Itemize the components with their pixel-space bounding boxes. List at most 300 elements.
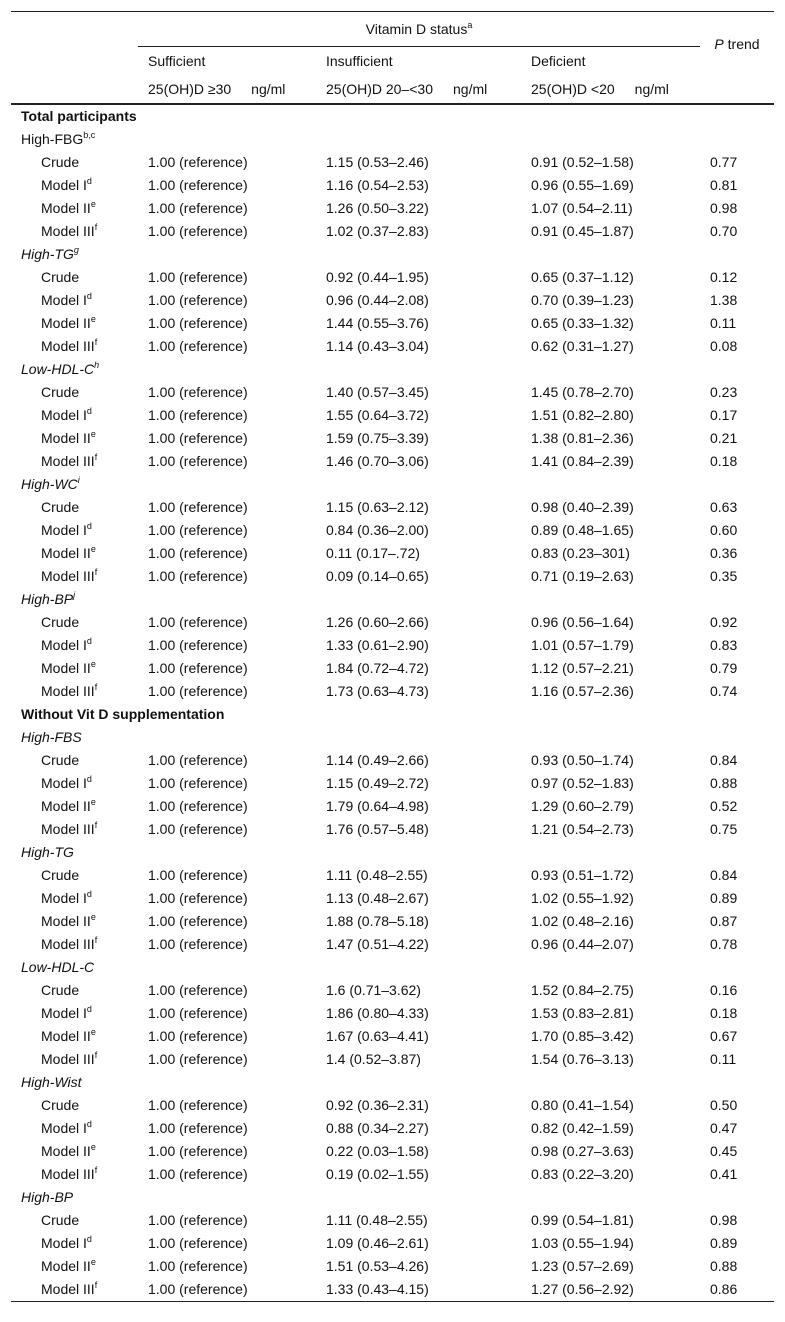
group-label <box>11 1071 774 1094</box>
model-name: Model I <box>41 1120 87 1136</box>
model-cell <box>11 1025 138 1048</box>
insufficient-value: 1.67 (0.63–4.41) <box>326 1028 429 1044</box>
table-row <box>11 933 774 956</box>
deficient-value: 1.54 (0.76–3.13) <box>531 1051 634 1067</box>
model-footnote: d <box>86 406 92 416</box>
deficient-value: 1.38 (0.81–2.36) <box>531 430 634 446</box>
deficient-value: 0.62 (0.31–1.27) <box>531 338 634 354</box>
group-label-text: High-FBS <box>21 729 82 745</box>
table-row <box>11 818 774 841</box>
model-name: Model II <box>41 200 91 216</box>
deficient-value: 0.93 (0.51–1.72) <box>531 867 634 883</box>
group-row <box>11 1186 774 1209</box>
model-cell <box>11 979 138 1002</box>
p-trend-value: 0.18 <box>710 1005 738 1021</box>
insufficient-value: 1.13 (0.48–2.67) <box>326 890 429 906</box>
model-cell <box>11 381 138 404</box>
deficient-value: 0.98 (0.27–3.63) <box>531 1143 634 1159</box>
p-trend-header: P trend <box>700 12 774 76</box>
p-trend-value: 0.92 <box>710 614 738 630</box>
sufficient-value: 1.00 (reference) <box>148 1005 248 1021</box>
group-row <box>11 358 774 381</box>
sufficient-value: 1.00 (reference) <box>148 200 248 216</box>
group-label <box>11 128 774 151</box>
model-cell <box>11 772 138 795</box>
model-footnote: f <box>94 682 98 692</box>
deficient-value: 0.99 (0.54–1.81) <box>531 1212 634 1228</box>
deficient-value: 1.45 (0.78–2.70) <box>531 384 634 400</box>
p-trend-value: 0.52 <box>710 798 738 814</box>
model-footnote: d <box>86 521 92 531</box>
table-row <box>11 979 774 1002</box>
deficient-value: 1.02 (0.48–2.16) <box>531 913 634 929</box>
sufficient-value: 1.00 (reference) <box>148 430 248 446</box>
model-name: Crude <box>41 982 80 998</box>
insufficient-value: 0.11 (0.17–.72) <box>326 545 420 561</box>
model-name: Crude <box>41 752 80 768</box>
model-name: Model II <box>41 1258 91 1274</box>
model-cell <box>11 910 138 933</box>
group-footnote: i <box>77 475 80 485</box>
sufficient-value: 1.00 (reference) <box>138 1278 316 1302</box>
deficient-value: 1.51 (0.82–2.80) <box>531 407 634 423</box>
insufficient-value: 0.92 (0.44–1.95) <box>326 269 429 285</box>
p-trend-value: 0.98 <box>710 1212 738 1228</box>
group-row <box>11 128 774 151</box>
model-footnote: f <box>94 567 98 577</box>
deficient-value: 0.91 (0.52–1.58) <box>531 154 634 170</box>
table-row <box>11 174 774 197</box>
model-name: Model II <box>41 315 91 331</box>
p-trend-value: 0.47 <box>710 1120 738 1136</box>
group-label-text: High-TG <box>21 844 74 860</box>
group-row <box>11 956 774 979</box>
sufficient-value: 1.00 (reference) <box>148 315 248 331</box>
model-cell <box>11 151 138 174</box>
model-cell <box>11 1209 138 1232</box>
sufficient-value: 1.00 (reference) <box>148 1120 248 1136</box>
deficient-value: 1.27 (0.56–2.92) <box>521 1278 700 1302</box>
table-row <box>11 611 774 634</box>
model-cell <box>11 749 138 772</box>
section-title: Without Vit D supplementation <box>21 706 225 722</box>
group-row <box>11 841 774 864</box>
model-cell <box>11 680 138 703</box>
header-empty-cell <box>11 12 138 47</box>
insufficient-value: 1.15 (0.53–2.46) <box>326 154 429 170</box>
sufficient-range: 25(OH)D ≥30 ng/ml <box>138 75 316 104</box>
deficient-value: 0.96 (0.44–2.07) <box>531 936 634 952</box>
group-row <box>11 473 774 496</box>
table-row <box>11 1278 774 1302</box>
model-footnote: f <box>94 820 98 830</box>
p-trend-value: 0.11 <box>710 1051 737 1067</box>
p-trend-value: 0.87 <box>710 913 738 929</box>
deficient-value: 1.02 (0.55–1.92) <box>531 890 634 906</box>
header-row-status <box>11 12 774 47</box>
model-name: Crude <box>41 499 80 515</box>
table-row <box>11 657 774 680</box>
table-row <box>11 197 774 220</box>
model-name: Crude <box>41 1097 80 1113</box>
p-trend-value: 0.89 <box>710 890 738 906</box>
insufficient-value: 1.73 (0.63–4.73) <box>326 683 429 699</box>
group-label-text: Low-HDL-C <box>21 959 95 975</box>
model-name: Crude <box>41 867 80 883</box>
model-footnote: f <box>94 1280 98 1290</box>
model-footnote: d <box>86 636 92 646</box>
section-title: Total participants <box>21 108 137 124</box>
table-row <box>11 1163 774 1186</box>
group-label-text: High-FBG <box>21 131 84 147</box>
group-label <box>11 588 774 611</box>
table-row <box>11 450 774 473</box>
sufficient-value: 1.00 (reference) <box>148 1235 248 1251</box>
p-trend-value: 0.12 <box>710 269 738 285</box>
group-row <box>11 243 774 266</box>
deficient-value: 1.12 (0.57–2.21) <box>531 660 634 676</box>
sufficient-value: 1.00 (reference) <box>148 407 248 423</box>
table-row <box>11 335 774 358</box>
p-trend-value: 0.77 <box>710 154 738 170</box>
table-row <box>11 266 774 289</box>
sufficient-value: 1.00 (reference) <box>148 1097 248 1113</box>
model-name: Model II <box>41 1143 91 1159</box>
model-cell <box>11 1140 138 1163</box>
sufficient-value: 1.00 (reference) <box>148 1258 248 1274</box>
table-row <box>11 1048 774 1071</box>
insufficient-value: 1.26 (0.60–2.66) <box>326 614 429 630</box>
p-trend-value: 0.21 <box>710 430 738 446</box>
table-row <box>11 1209 774 1232</box>
sufficient-value: 1.00 (reference) <box>148 568 248 584</box>
sufficient-value: 1.00 (reference) <box>148 821 248 837</box>
model-cell <box>11 197 138 220</box>
table-row <box>11 910 774 933</box>
table-row <box>11 749 774 772</box>
model-name: Crude <box>41 614 80 630</box>
deficient-value: 0.65 (0.33–1.32) <box>531 315 634 331</box>
p-trend-value: 1.38 <box>710 292 738 308</box>
model-name: Model III <box>41 1281 95 1297</box>
model-footnote: d <box>86 176 92 186</box>
model-name: Model I <box>41 292 87 308</box>
sufficient-value: 1.00 (reference) <box>148 890 248 906</box>
deficient-value: 1.21 (0.54–2.73) <box>531 821 634 837</box>
group-footnote: j <box>73 590 76 600</box>
model-name: Model I <box>41 407 87 423</box>
model-cell <box>11 1002 138 1025</box>
sufficient-value: 1.00 (reference) <box>148 223 248 239</box>
group-row <box>11 1071 774 1094</box>
insufficient-value: 1.14 (0.43–3.04) <box>326 338 429 354</box>
deficient-value: 0.83 (0.22–3.20) <box>531 1166 634 1182</box>
model-footnote: f <box>94 222 98 232</box>
table-row <box>11 887 774 910</box>
model-cell <box>11 1163 138 1186</box>
insufficient-value: 1.15 (0.49–2.72) <box>326 775 429 791</box>
table-row <box>11 381 774 404</box>
section-row <box>11 703 774 726</box>
model-name: Model III <box>41 1166 95 1182</box>
p-trend-value: 0.08 <box>710 338 738 354</box>
p-trend-value: 0.16 <box>710 982 738 998</box>
sufficient-value: 1.00 (reference) <box>148 1143 248 1159</box>
insufficient-value: 1.11 (0.48–2.55) <box>326 1212 428 1228</box>
model-name: Model I <box>41 1235 87 1251</box>
insufficient-value: 0.22 (0.03–1.58) <box>326 1143 429 1159</box>
model-cell <box>11 795 138 818</box>
model-name: Model III <box>41 223 95 239</box>
model-cell <box>11 1094 138 1117</box>
group-label-text: High-Wist <box>21 1074 82 1090</box>
table-row <box>11 1002 774 1025</box>
model-cell <box>11 220 138 243</box>
model-name: Model III <box>41 338 95 354</box>
deficient-value: 0.65 (0.37–1.12) <box>531 269 634 285</box>
model-footnote: d <box>86 774 92 784</box>
p-trend-value: 0.45 <box>710 1143 738 1159</box>
deficient-value: 0.70 (0.39–1.23) <box>531 292 634 308</box>
model-name: Model III <box>41 821 95 837</box>
model-footnote: d <box>86 291 92 301</box>
sufficient-value: 1.00 (reference) <box>148 660 248 676</box>
deficient-value: 1.01 (0.57–1.79) <box>531 637 634 653</box>
sufficient-value: 1.00 (reference) <box>148 384 248 400</box>
p-trend-value: 0.23 <box>710 384 738 400</box>
insufficient-value: 1.11 (0.48–2.55) <box>326 867 428 883</box>
group-footnote: h <box>94 360 100 370</box>
model-cell <box>11 1255 138 1278</box>
insufficient-value: 1.88 (0.78–5.18) <box>326 913 429 929</box>
model-name: Model II <box>41 798 91 814</box>
model-name: Model II <box>41 913 91 929</box>
insufficient-range: 25(OH)D 20–<30 ng/ml <box>316 75 521 104</box>
p-trend-value: 0.41 <box>710 1166 738 1182</box>
vitamin-d-table-container <box>11 11 774 1302</box>
p-trend-value: 0.17 <box>710 407 738 423</box>
model-footnote: e <box>90 429 96 439</box>
model-cell <box>11 864 138 887</box>
group-row <box>11 588 774 611</box>
vitamin-d-status-table <box>11 11 774 1302</box>
p-trend-value: 0.84 <box>710 867 738 883</box>
insufficient-value: 1.02 (0.37–2.83) <box>326 223 429 239</box>
model-name: Model I <box>41 637 87 653</box>
model-name: Model III <box>41 936 95 952</box>
sufficient-value: 1.00 (reference) <box>148 936 248 952</box>
deficient-value: 0.96 (0.56–1.64) <box>531 614 634 630</box>
insufficient-value: 1.55 (0.64–3.72) <box>326 407 429 423</box>
group-label-text: High-TG <box>21 246 74 262</box>
deficient-value: 1.41 (0.84–2.39) <box>531 453 634 469</box>
sufficient-value: 1.00 (reference) <box>148 453 248 469</box>
model-cell <box>11 1232 138 1255</box>
sufficient-value: 1.00 (reference) <box>148 614 248 630</box>
insufficient-value: 0.96 (0.44–2.08) <box>326 292 429 308</box>
p-trend-value: 0.79 <box>710 660 738 676</box>
p-trend-value: 0.67 <box>710 1028 738 1044</box>
model-cell <box>11 565 138 588</box>
header-row-category <box>11 47 774 76</box>
model-footnote: f <box>94 1050 98 1060</box>
table-row <box>11 404 774 427</box>
insufficient-value: 1.09 (0.46–2.61) <box>326 1235 429 1251</box>
model-footnote: e <box>90 1257 96 1267</box>
sufficient-value: 1.00 (reference) <box>148 154 248 170</box>
group-label <box>11 243 774 266</box>
group-footnote: b,c <box>83 130 96 140</box>
model-name: Crude <box>41 154 80 170</box>
section-row <box>11 104 774 128</box>
model-cell <box>11 312 138 335</box>
deficient-value: 1.53 (0.83–2.81) <box>531 1005 634 1021</box>
table-row <box>11 1140 774 1163</box>
deficient-value: 1.03 (0.55–1.94) <box>531 1235 634 1251</box>
group-footnote: g <box>73 245 79 255</box>
deficient-range: 25(OH)D <20 ng/ml <box>521 75 700 104</box>
insufficient-value: 1.76 (0.57–5.48) <box>326 821 429 837</box>
model-cell <box>11 542 138 565</box>
insufficient-value: 1.40 (0.57–3.45) <box>326 384 429 400</box>
deficient-value: 1.29 (0.60–2.79) <box>531 798 634 814</box>
model-cell <box>11 519 138 542</box>
deficient-header: Deficient <box>531 53 586 69</box>
insufficient-value: 1.84 (0.72–4.72) <box>326 660 429 676</box>
table-row <box>11 151 774 174</box>
model-footnote: f <box>94 935 98 945</box>
table-row <box>11 496 774 519</box>
sufficient-value: 1.00 (reference) <box>148 499 248 515</box>
model-footnote: e <box>90 1027 96 1037</box>
sufficient-value: 1.00 (reference) <box>148 775 248 791</box>
deficient-value: 1.07 (0.54–2.11) <box>531 200 633 216</box>
deficient-value: 0.83 (0.23–301) <box>531 545 630 561</box>
header-row-range <box>11 75 774 104</box>
model-footnote: e <box>90 544 96 554</box>
insufficient-value: 1.59 (0.75–3.39) <box>326 430 429 446</box>
group-label <box>11 358 774 381</box>
insufficient-value: 1.16 (0.54–2.53) <box>326 177 429 193</box>
model-name: Model III <box>41 683 95 699</box>
p-trend-value: 0.81 <box>710 177 738 193</box>
model-cell <box>11 266 138 289</box>
model-footnote: e <box>90 659 96 669</box>
table-row <box>11 864 774 887</box>
model-name: Model II <box>41 660 91 676</box>
group-label-text: Low-HDL-C <box>21 361 95 377</box>
table-row <box>11 427 774 450</box>
sufficient-value: 1.00 (reference) <box>148 1028 248 1044</box>
p-trend-value: 0.74 <box>710 683 738 699</box>
deficient-value: 0.71 (0.19–2.63) <box>531 568 634 584</box>
sufficient-value: 1.00 (reference) <box>148 752 248 768</box>
model-footnote: e <box>90 314 96 324</box>
group-label <box>11 841 774 864</box>
insufficient-value: 1.33 (0.43–4.15) <box>316 1278 521 1302</box>
sufficient-value: 1.00 (reference) <box>148 867 248 883</box>
sufficient-header: Sufficient <box>148 53 206 69</box>
table-row <box>11 565 774 588</box>
p-trend-value: 0.89 <box>710 1235 738 1251</box>
table-row <box>11 795 774 818</box>
deficient-value: 1.23 (0.57–2.69) <box>531 1258 634 1274</box>
insufficient-value: 0.88 (0.34–2.27) <box>326 1120 429 1136</box>
deficient-value: 1.16 (0.57–2.36) <box>531 683 634 699</box>
model-cell <box>11 611 138 634</box>
sufficient-value: 1.00 (reference) <box>148 522 248 538</box>
model-cell <box>11 335 138 358</box>
sufficient-value: 1.00 (reference) <box>148 1051 248 1067</box>
table-row <box>11 1025 774 1048</box>
model-name: Model II <box>41 1028 91 1044</box>
model-cell <box>11 1117 138 1140</box>
group-label <box>11 1186 774 1209</box>
model-footnote: d <box>86 889 92 899</box>
model-name: Model I <box>41 890 87 906</box>
table-row <box>11 1232 774 1255</box>
model-name: Model III <box>41 1051 95 1067</box>
model-name: Crude <box>41 384 80 400</box>
deficient-value: 0.98 (0.40–2.39) <box>531 499 634 515</box>
model-cell <box>11 404 138 427</box>
model-footnote: e <box>90 797 96 807</box>
sufficient-value: 1.00 (reference) <box>148 1166 248 1182</box>
group-label-text: High-BP <box>21 591 74 607</box>
model-name: Model III <box>41 568 95 584</box>
model-footnote: f <box>94 337 98 347</box>
table-row <box>11 220 774 243</box>
table-row <box>11 680 774 703</box>
model-cell <box>11 1048 138 1071</box>
p-trend-value: 0.18 <box>710 453 738 469</box>
p-trend-value: 0.60 <box>710 522 738 538</box>
model-name: Model II <box>41 430 91 446</box>
insufficient-value: 1.4 (0.52–3.87) <box>326 1051 421 1067</box>
p-trend-value: 0.75 <box>710 821 738 837</box>
model-footnote: d <box>86 1234 92 1244</box>
p-trend-value: 0.50 <box>710 1097 738 1113</box>
p-trend-value: 0.88 <box>710 775 738 791</box>
sufficient-value: 1.00 (reference) <box>148 982 248 998</box>
sufficient-value: 1.00 (reference) <box>148 798 248 814</box>
model-cell <box>11 496 138 519</box>
model-cell <box>11 174 138 197</box>
model-cell <box>11 933 138 956</box>
deficient-value: 0.80 (0.41–1.54) <box>531 1097 634 1113</box>
insufficient-value: 1.79 (0.64–4.98) <box>326 798 429 814</box>
insufficient-value: 1.6 (0.71–3.62) <box>326 982 421 998</box>
p-trend-value: 0.86 <box>700 1278 774 1302</box>
group-label <box>11 473 774 496</box>
p-trend-value: 0.78 <box>710 936 738 952</box>
insufficient-value: 1.26 (0.50–3.22) <box>326 200 429 216</box>
sufficient-value: 1.00 (reference) <box>148 269 248 285</box>
model-footnote: e <box>90 199 96 209</box>
p-trend-value: 0.35 <box>710 568 738 584</box>
model-footnote: d <box>86 1119 92 1129</box>
model-name: Model I <box>41 1005 87 1021</box>
insufficient-value: 1.47 (0.51–4.22) <box>326 936 429 952</box>
model-cell <box>11 289 138 312</box>
group-label-text: High-WC <box>21 476 78 492</box>
model-footnote: e <box>90 912 96 922</box>
sufficient-value: 1.00 (reference) <box>148 1212 248 1228</box>
group-label <box>11 956 774 979</box>
model-cell <box>11 657 138 680</box>
model-footnote: e <box>90 1142 96 1152</box>
p-trend-value: 0.98 <box>710 200 738 216</box>
